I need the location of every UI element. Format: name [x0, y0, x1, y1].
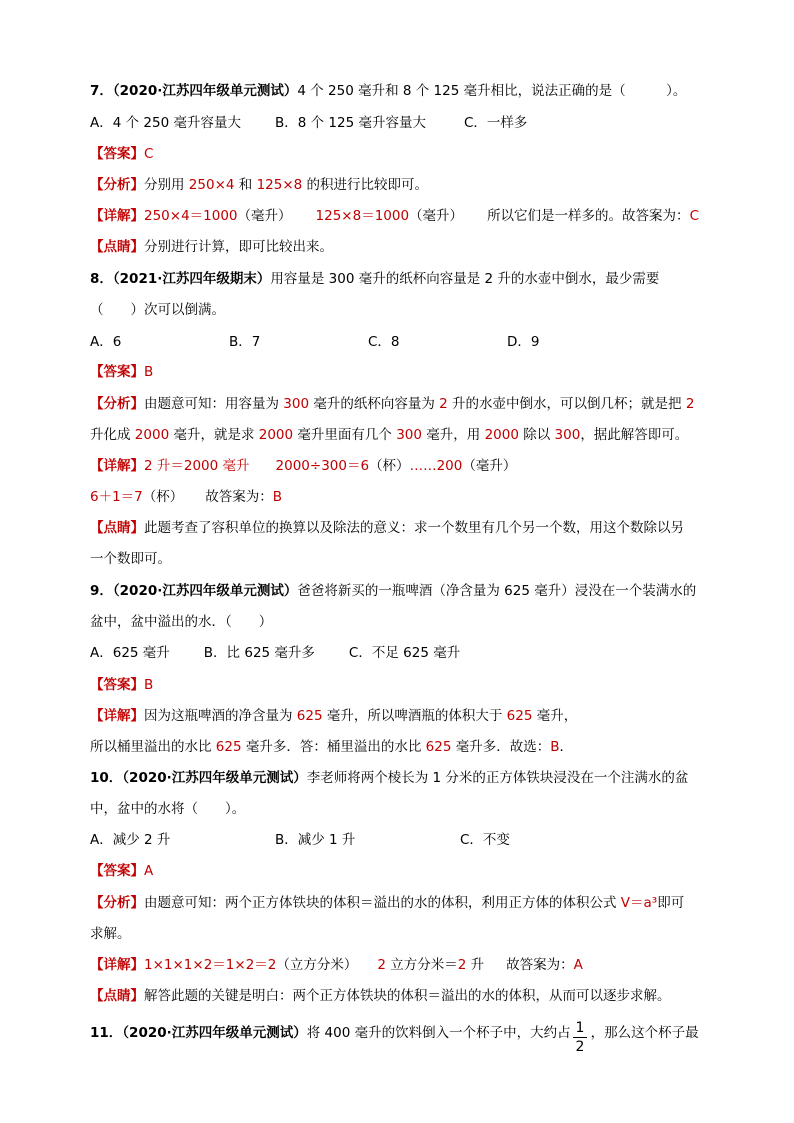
- q10-detail: 【详解】1×1×1×2＝1×2＝2（立方分米） 2 立方分米＝2 升 故答案为：A: [90, 957, 583, 973]
- q7-number: 7．: [90, 83, 113, 99]
- q7-source: （2020·江苏四年级单元测试）: [112, 83, 298, 99]
- q11-number: 11．: [90, 1025, 123, 1041]
- q8-stem: 8．（2021·江苏四年级期末）用容量是 300 毫升的纸杯向容量是 2 升的水壶中倒水，最少需要: [90, 271, 660, 287]
- q8-option-d: D．9: [507, 334, 540, 350]
- q8-detail: 【详解】2 升＝2000 毫升 2000÷300＝6（杯）……200（毫升）: [90, 458, 517, 474]
- q8-source: （2021·江苏四年级期末）: [112, 271, 271, 287]
- q10-analysis: 【分析】由题意可知：两个正方体铁块的体积＝溢出的水的体积，利用正方体的体积公式 V＝a³即可: [90, 895, 685, 911]
- fraction-bar: [573, 1037, 587, 1038]
- q9-detail: 【详解】因为这瓶啤酒的净含量为 625 毫升，所以啤酒瓶的体积大于 625 毫升，: [90, 708, 578, 724]
- analysis-label: 【分析】: [90, 895, 144, 911]
- q9-option-c: C．不足 625 毫升: [348, 645, 461, 661]
- answer-label: 【答案】: [90, 364, 144, 380]
- q10-source: （2020·江苏四年级单元测试）: [122, 770, 307, 786]
- answer-label: 【答案】: [90, 146, 144, 162]
- q8-option-b: B．7: [229, 334, 261, 350]
- q11-stem: 11．（2020·江苏四年级单元测试）将 400 毫升的饮料倒入一个杯子中，大约占 ，那么这个杯子最: [90, 1025, 699, 1041]
- q10-comment: 【点睛】解答此题的关键是明白：两个正方体铁块的体积＝溢出的水的体积，从而可以逐步求解。: [90, 988, 671, 1004]
- comment-label: 【点睛】: [90, 239, 144, 255]
- q11-source: （2020·江苏四年级单元测试）: [122, 1025, 307, 1041]
- q9-answer-value: B: [144, 677, 154, 693]
- q10-answer: [90, 862, 153, 880]
- q8-comment-cont: 一个数即可。: [90, 551, 171, 567]
- q9-stem-cont: 盆中，盆中溢出的水．（ ）: [90, 614, 273, 630]
- analysis-label: 【分析】: [90, 177, 144, 193]
- q9-source: （2020·江苏四年级单元测试）: [112, 583, 298, 599]
- q7-options: [90, 114, 527, 132]
- comment-label: 【点睛】: [90, 988, 144, 1004]
- answer-label: 【答案】: [90, 863, 144, 879]
- q8-analysis: 【分析】由题意可知：用容量为 300 毫升的纸杯向容量为 2 升的水壶中倒水，可以倒几杯；就是把 2: [90, 396, 695, 412]
- q7-answer-value: C: [144, 146, 154, 162]
- detail-label: 【详解】: [90, 458, 144, 474]
- fraction-one-half: [573, 1020, 587, 1055]
- q9-option-a: A．625 毫升: [90, 645, 170, 661]
- q9-options: [90, 644, 460, 662]
- q10-number: 10．: [90, 770, 123, 786]
- q8-option-c: C．8: [368, 334, 400, 350]
- q7-detail: 【详解】250×4＝1000（毫升） 125×8＝1000（毫升） 所以它们是一样多的。故答案为：C: [90, 208, 699, 224]
- q8-comment: 【点睛】此题考查了容积单位的换算以及除法的意义：求一个数里有几个另一个数，用这个数除以另: [90, 520, 684, 536]
- q10-option-c: C．不变: [460, 832, 510, 848]
- detail-label: 【详解】: [90, 708, 144, 724]
- answer-label: 【答案】: [90, 677, 144, 693]
- q8-number: 8．: [90, 271, 113, 287]
- q7-comment: 【点睛】分别进行计算，即可比较出来。: [90, 239, 333, 255]
- q10-stem-cont: 中，盆中的水将（ ）。: [90, 801, 246, 817]
- q10-stem: 10．（2020·江苏四年级单元测试）李老师将两个棱长为 1 分米的正方体铁块浸没在一个注满水的盆: [90, 770, 689, 786]
- q8-options: [90, 333, 539, 351]
- q7-text: 4 个 250 毫升和 8 个 125 毫升相比，说法正确的是（ ）。: [297, 83, 687, 99]
- detail-label: 【详解】: [90, 208, 144, 224]
- q8-answer-value: B: [144, 364, 154, 380]
- q8-option-a: A．6: [90, 334, 122, 350]
- q9-detail-cont: 所以桶里溢出的水比 625 毫升多．答：桶里溢出的水比 625 毫升多．故选：B．: [90, 739, 574, 755]
- q9-number: 9．: [90, 583, 113, 599]
- q10-analysis-cont: 求解。: [90, 926, 131, 942]
- q10-answer-value: A: [144, 863, 154, 879]
- q10-option-b: B．减少 1 升: [275, 832, 356, 848]
- analysis-label: 【分析】: [90, 396, 144, 412]
- q10-options: [90, 831, 510, 849]
- q9-stem: 9．（2020·江苏四年级单元测试）爸爸将新买的一瓶啤酒（净含量为 625 毫升）浸没在一个装满水的: [90, 583, 697, 599]
- q9-answer: [90, 676, 153, 694]
- q8-stem-cont: （ ）次可以倒满。: [90, 302, 225, 318]
- fraction-numerator: 1: [575, 1020, 585, 1036]
- q7-stem: [90, 82, 686, 100]
- q9-option-b: B．比 625 毫升多: [203, 645, 315, 661]
- fraction-denominator: 2: [575, 1039, 585, 1055]
- comment-label: 【点睛】: [90, 520, 144, 536]
- q10-option-a: A．减少 2 升: [90, 832, 171, 848]
- q7-option-a: A．4 个 250 毫升容量大: [90, 115, 241, 131]
- q7-option-b: B．8 个 125 毫升容量大: [274, 115, 426, 131]
- q7-answer: [90, 145, 153, 163]
- q7-analysis: 【分析】分别用 250×4 和 125×8 的积进行比较即可。: [90, 177, 429, 193]
- detail-label: 【详解】: [90, 957, 144, 973]
- q8-detail-cont: 6＋1＝7（杯） 故答案为：B: [90, 489, 283, 505]
- q8-analysis-cont: 升化成 2000 毫升，就是求 2000 毫升里面有几个 300 毫升，用 2000 除以 300，据此解答即可。: [90, 427, 689, 443]
- q8-answer: [90, 363, 153, 381]
- q7-option-c: C．一样多: [463, 115, 528, 131]
